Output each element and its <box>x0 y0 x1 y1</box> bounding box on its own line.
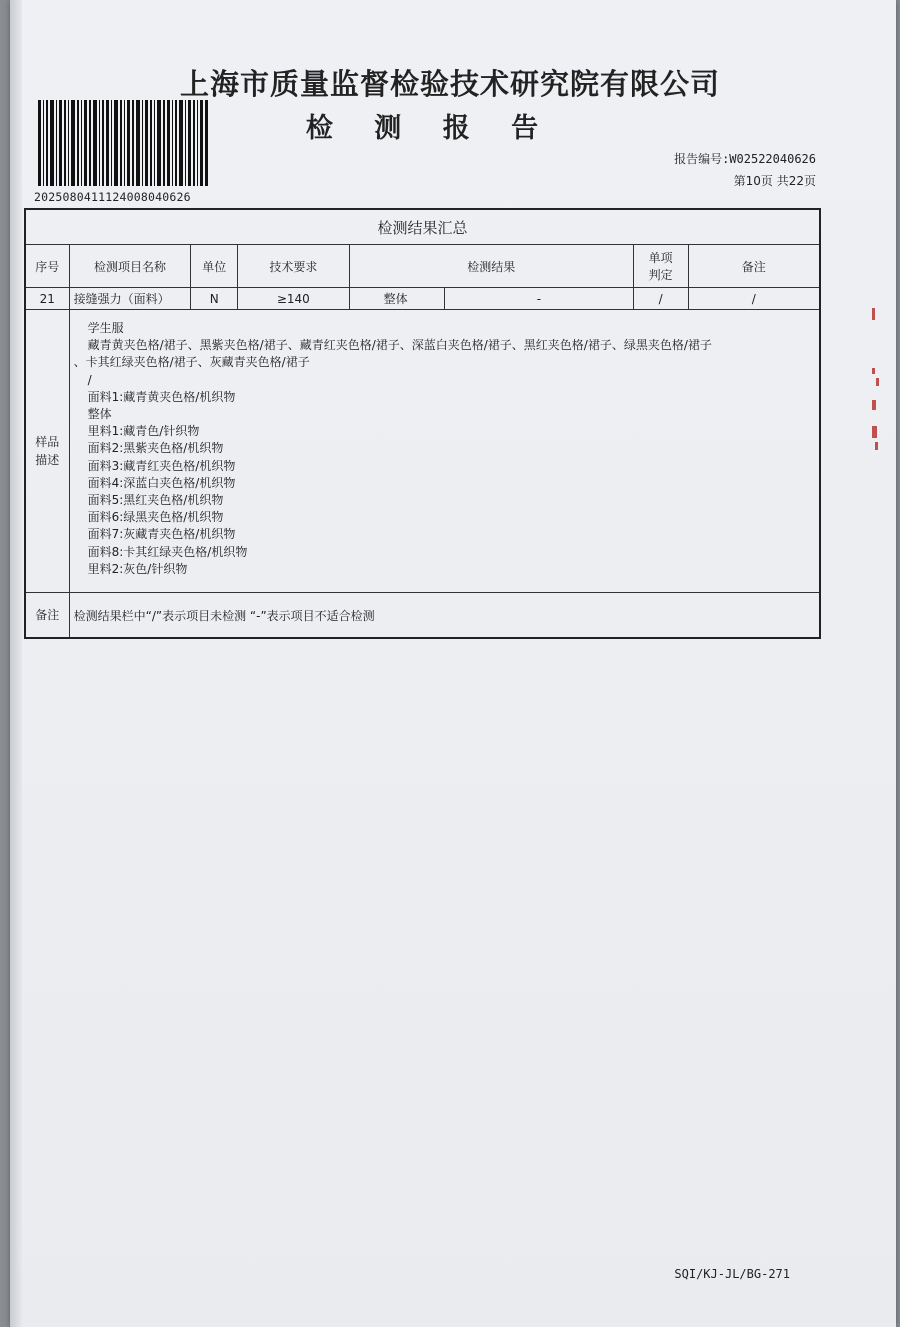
note-text: 检测结果栏中“/”表示项目未检测 “-”表示项目不适合检测 <box>69 593 820 639</box>
table-header-row <box>25 245 820 288</box>
description-line: 整体 <box>87 407 112 422</box>
description-line: 面料4:深蓝白夹色格/机织物 <box>87 475 236 490</box>
header-unit: 单位 <box>191 245 238 288</box>
header-item: 检测项目名称 <box>69 245 191 288</box>
header-remark: 备注 <box>688 245 820 288</box>
cell-unit: N <box>191 288 238 310</box>
description-row <box>25 310 820 593</box>
table-row <box>25 288 820 310</box>
cell-remark: / <box>688 288 820 310</box>
description-line: 里料1:藏青色/针织物 <box>87 424 200 439</box>
description-line: 、卡其红绿夹色格/裙子、灰藏青夹色格/裙子 <box>73 355 310 370</box>
report-title: 检 测 报 告 <box>305 113 555 144</box>
seal-mark-icon <box>866 300 886 460</box>
description-line: 里料2:灰色/针织物 <box>87 561 188 576</box>
note-row <box>25 593 820 639</box>
description-line: 藏青黄夹色格/裙子、黑紫夹色格/裙子、藏青红夹色格/裙子、深蓝白夹色格/裙子、黑红夹色格/裙子、绿黑夹色格/裙子 <box>87 338 712 353</box>
description-line: 面料7:灰藏青夹色格/机织物 <box>87 527 236 542</box>
header-judgement: 单项判定 <box>633 245 688 288</box>
description-line: / <box>87 372 92 387</box>
cell-seq: 21 <box>25 288 69 310</box>
description-line: 面料1:藏青黄夹色格/机织物 <box>87 389 236 404</box>
page-info: 第10页 共22页 <box>733 174 816 188</box>
description-line: 学生服 <box>87 321 124 335</box>
cell-item: 接缝强力（面料） <box>69 288 191 310</box>
report-number: 报告编号:W02522040626 <box>674 152 816 166</box>
barcode-number: 20250804111240080406​26 <box>34 190 191 204</box>
cell-result-part: 整体 <box>349 288 444 310</box>
cell-requirement: ≥140 <box>238 288 350 310</box>
header-requirement: 技术要求 <box>238 245 350 288</box>
paper-edge <box>10 0 22 1327</box>
cell-result-value: - <box>445 288 634 310</box>
table-caption: 检测结果汇总 <box>25 209 820 245</box>
form-code: SQI/KJ-JL/BG-271 <box>674 1267 790 1281</box>
header-result: 检测结果 <box>349 245 633 288</box>
cell-judgement: / <box>633 288 688 310</box>
description-line: 面料6:绿黑夹色格/机织物 <box>87 510 224 525</box>
description-label: 样品描述 <box>25 310 69 593</box>
description-line: 面料8:卡其红绿夹色格/机织物 <box>87 544 248 559</box>
description-cell <box>69 310 820 593</box>
description-line: 面料5:黑红夹色格/机织物 <box>87 493 224 508</box>
results-table <box>24 208 821 639</box>
institute-name: 上海市质量监督检验技术研究院有限公司 <box>179 67 720 101</box>
note-label: 备注 <box>25 593 69 639</box>
header-seq: 序号 <box>25 245 69 288</box>
table-caption-row <box>25 209 820 245</box>
description-line: 面料3:藏青红夹色格/机织物 <box>87 458 236 473</box>
description-line: 面料2:黑紫夹色格/机织物 <box>87 441 224 456</box>
